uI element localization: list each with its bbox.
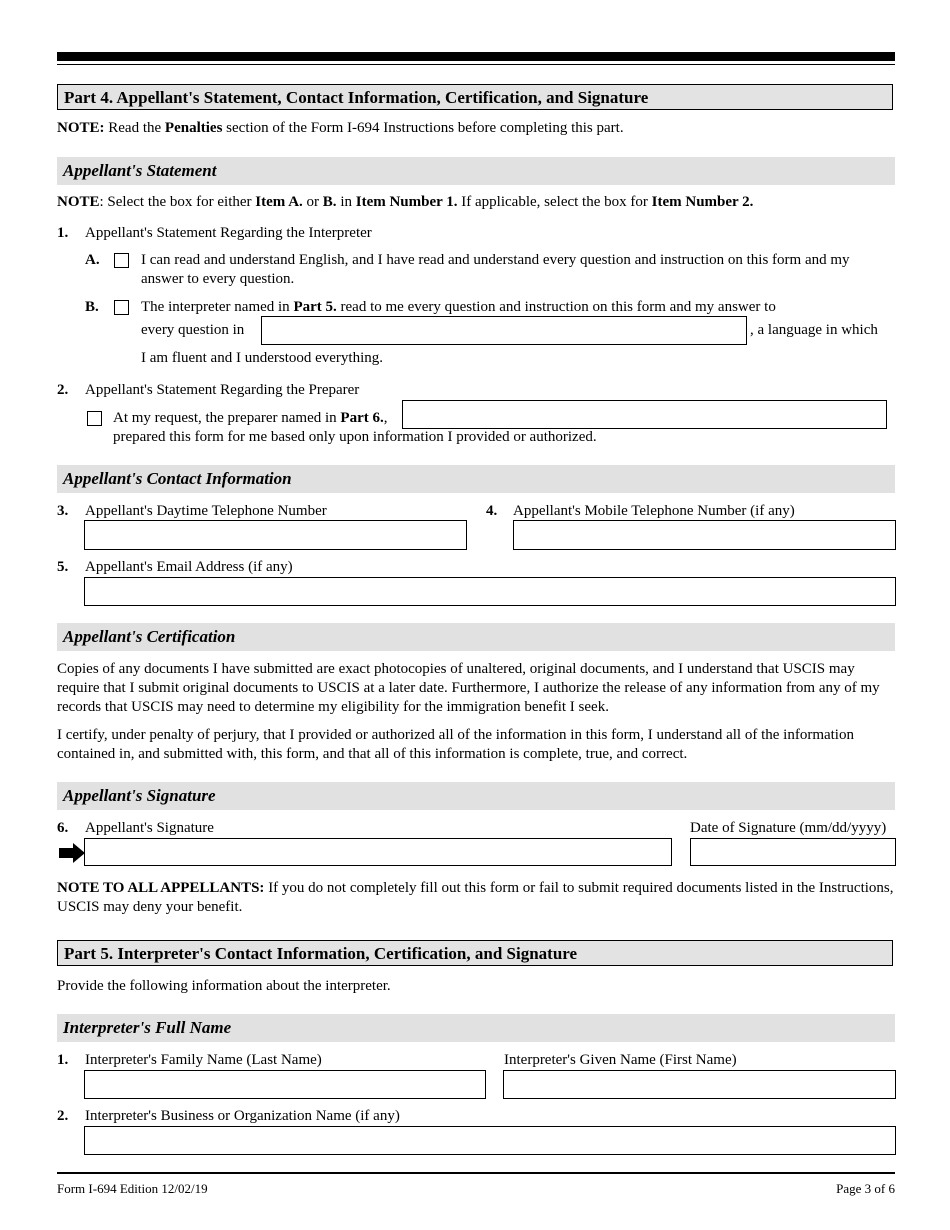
note-to-appellants: NOTE TO ALL APPELLANTS: If you do not completely fill out this form or fail to submit required documents listed in the Instructions, USCIS may deny your benefit. (57, 880, 894, 915)
mobile-phone-field[interactable] (513, 520, 896, 550)
daytime-phone-field[interactable] (84, 520, 467, 550)
statement-section-header: Appellant's Statement (57, 157, 895, 185)
preparer-line2: prepared this form for me based only upon information I provided or authorized. (113, 429, 597, 445)
date-of-signature-label: Date of Signature (mm/dd/yyyy) (690, 820, 887, 836)
item1-number: 1. (57, 225, 69, 241)
interpreter-item1-number: 1. (57, 1052, 69, 1068)
part5-header: Part 5. Interpreter's Contact Information, Certification, and Signature (57, 940, 893, 966)
signature-section-header: Appellant's Signature (57, 782, 895, 810)
item3-number: 3. (57, 503, 69, 519)
interpreter-item2-number: 2. (57, 1108, 69, 1124)
part4-note: NOTE: Read the Penalties section of the Form I-694 Instructions before completing this part. (57, 120, 624, 136)
language-field[interactable] (261, 316, 747, 345)
contact-section-header: Appellant's Contact Information (57, 465, 895, 493)
item4-label: Appellant's Mobile Telephone Number (if any) (513, 503, 795, 519)
preparer-line1: At my request, the preparer named in Part 6., (113, 410, 388, 426)
arrow-right-icon (59, 843, 85, 863)
item1a-checkbox[interactable] (114, 253, 129, 268)
item1a-letter: A. (85, 252, 100, 268)
preparer-checkbox[interactable] (87, 411, 102, 426)
item2-label: Appellant's Statement Regarding the Preparer (85, 382, 360, 398)
item1a-line2: answer to every question. (141, 271, 295, 287)
interpreter-family-name-field[interactable] (84, 1070, 486, 1099)
item6-label: Appellant's Signature (85, 820, 214, 836)
item1-label: Appellant's Statement Regarding the Interpreter (85, 225, 372, 241)
item1b-line2-suffix: , a language in which (750, 322, 878, 338)
interpreter-given-name-field[interactable] (503, 1070, 896, 1099)
certification-paragraph-1: Copies of any documents I have submitted are exact photocopies of unaltered, original documents, and I understand that USCIS may require that I submit original documents to USCIS at a later date. Furthermore, I authorize the release of any information from any of my records that USCIS may need to determine my eligibility for the immigration benefit I seek. (57, 661, 880, 715)
top-thin-rule (57, 64, 895, 65)
item3-label: Appellant's Daytime Telephone Number (85, 503, 327, 519)
item6-number: 6. (57, 820, 69, 836)
interpreter-family-name-label: Interpreter's Family Name (Last Name) (85, 1052, 322, 1068)
item1b-line2-prefix: every question in (141, 322, 245, 338)
item2-number: 2. (57, 382, 69, 398)
item1b-letter: B. (85, 299, 99, 315)
item1b-checkbox[interactable] (114, 300, 129, 315)
footer-page-number: Page 3 of 6 (836, 1181, 895, 1196)
part4-header: Part 4. Appellant's Statement, Contact Information, Certification, and Signature (57, 84, 893, 110)
signature-date-field[interactable] (690, 838, 896, 866)
interpreter-organization-label: Interpreter's Business or Organization Name (if any) (85, 1108, 400, 1124)
interpreter-name-section-header: Interpreter's Full Name (57, 1014, 895, 1042)
item1a-line1: I can read and understand English, and I have read and understand every question and instruction on this form and my (141, 252, 850, 268)
item1b-line3: I am fluent and I understood everything. (141, 350, 384, 366)
certification-paragraph-2: I certify, under penalty of perjury, that I provided or authorized all of the information in this form, I understand all of the information contained in, and submitted with, this form, and that all of this information is complete, true, and correct. (57, 727, 854, 762)
footer-rule (57, 1172, 895, 1174)
footer-form-edition: Form I-694 Edition 12/02/19 (57, 1181, 208, 1196)
item5-number: 5. (57, 559, 69, 575)
item4-number: 4. (486, 503, 498, 519)
signature-field[interactable] (84, 838, 672, 866)
item1b-line1: The interpreter named in Part 5. read to me every question and instruction on this form and my answer to (141, 299, 776, 315)
top-thick-rule (57, 52, 895, 61)
interpreter-organization-field[interactable] (84, 1126, 896, 1155)
preparer-name-field[interactable] (402, 400, 887, 429)
email-field[interactable] (84, 577, 896, 606)
item5-label: Appellant's Email Address (if any) (85, 559, 293, 575)
part5-intro: Provide the following information about the interpreter. (57, 978, 391, 994)
statement-note: NOTE: Select the box for either Item A. or B. in Item Number 1. If applicable, select the box for Item Number 2. (57, 194, 754, 210)
certification-section-header: Appellant's Certification (57, 623, 895, 651)
interpreter-given-name-label: Interpreter's Given Name (First Name) (504, 1052, 737, 1068)
